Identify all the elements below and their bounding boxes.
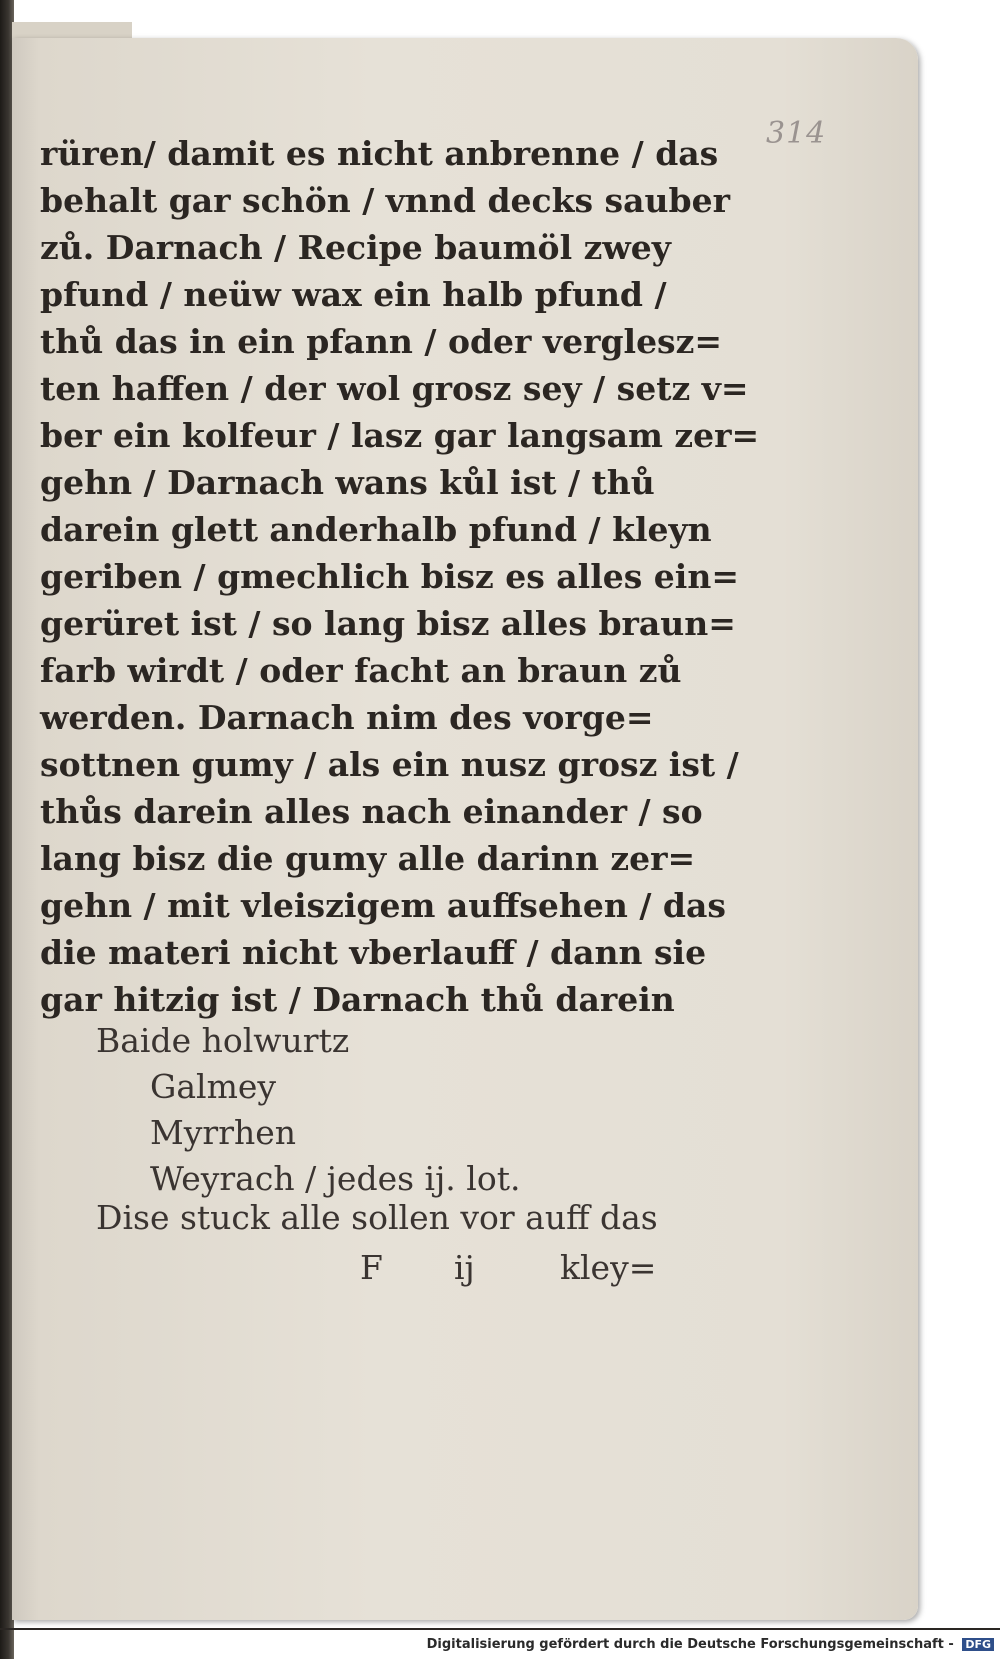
dfg-logo: DFG — [962, 1638, 994, 1651]
text-line: thů das in ein pfann / oder verglesz= — [40, 322, 723, 361]
closing-line: Dise stuck alle sollen vor auff das — [96, 1198, 658, 1237]
text-line: gerüret ist / so lang bisz alles braun= — [40, 604, 736, 643]
text-line: gar hitzig ist / Darnach thů darein — [40, 980, 675, 1019]
text-line: ber ein kolfeur / lasz gar langsam zer= — [40, 416, 760, 455]
text-line: lang bisz die gumy alle darinn zer= — [40, 839, 696, 878]
text-line: farb wirdt / oder facht an braun zů — [40, 651, 682, 690]
text-line: zů. Darnach / Recipe baumöl zwey — [40, 228, 671, 267]
text-line: behalt gar schön / vnnd decks sauber — [40, 181, 730, 220]
signature-number: ij — [454, 1248, 475, 1287]
text-line: werden. Darnach nim des vorge= — [40, 698, 654, 737]
text-line: gehn / Darnach wans kůl ist / thů — [40, 463, 655, 502]
ingredient-item: Baide holwurtz — [96, 1021, 350, 1060]
text-line: geriben / gmechlich bisz es alles ein= — [40, 557, 739, 596]
body-text — [40, 130, 760, 1023]
text-line: sottnen gumy / als ein nusz grosz ist / — [40, 745, 739, 784]
ingredient-item: Myrrhen — [150, 1113, 297, 1152]
bottom-rule — [0, 1628, 1000, 1630]
signature-letter: F — [360, 1248, 383, 1287]
credit-text: Digitalisierung gefördert durch die Deutsche Forschungsgemeinschaft - — [426, 1637, 954, 1652]
ingredient-item: Galmey — [150, 1067, 277, 1106]
text-line: gehn / mit vleiszigem auffsehen / das — [40, 886, 726, 925]
text-line: rüren/ damit es nicht anbrenne / das — [40, 134, 719, 173]
text-line: die materi nicht vberlauff / dann sie — [40, 933, 707, 972]
catchword: kley= — [560, 1248, 657, 1287]
digitization-credit — [427, 1637, 994, 1652]
ingredient-item: Weyrach / jedes ij. lot. — [150, 1159, 521, 1198]
text-line: darein glett anderhalb pfund / kleyn — [40, 510, 712, 549]
text-line: ten haffen / der wol grosz sey / setz v= — [40, 369, 749, 408]
text-line: pfund / neüw wax ein halb pfund / — [40, 275, 667, 314]
folio-number: 314 — [766, 116, 827, 151]
text-line: thůs darein alles nach einander / so — [40, 792, 703, 831]
ingredient-list — [96, 1018, 520, 1202]
